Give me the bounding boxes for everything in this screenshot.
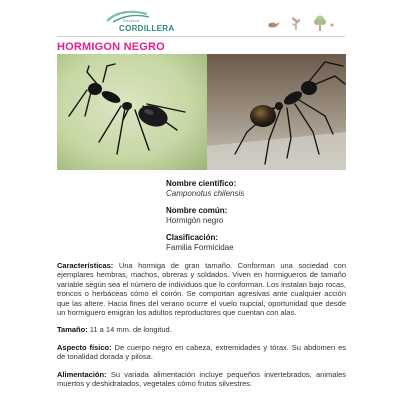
feeding-text: Su variada alimentación incluye pequeños invertebrados, animales muertos y deshidratados, vegetales cómo frutos silvestres. (57, 369, 346, 389)
common-name-value: Hormigón negro (166, 216, 224, 225)
page-header (0, 0, 400, 38)
classification-value: Familia Formicidae (166, 243, 234, 252)
characteristics-text: Una hormiga de gran tamaño. Conforman una sociedad con ejemplares hembras, machos, obreras y soldados. Viven en hormigueros de tamaño variable según sea el número de individuos que lo conforman. Los instalan bajo rocas, troncos o herbáceas cómo el coirón. Se comportan agresivas ante cualquier acción que las altere. Hacia fines del verano ocurre el vuelo nupcial, oportunidad que desde un hormiguero emigran los adultos reproductores que cuentan con alas. (57, 261, 346, 318)
description-body (57, 261, 346, 396)
physical-text: De cuerpo negro en cabeza, extremidades y tórax. Su abdomen es de tonalidad dorada y pilosa. (57, 342, 346, 362)
bird-icon (268, 22, 280, 28)
header-divider (57, 36, 345, 37)
page-title: HORMIGON NEGRO (57, 41, 165, 53)
reserva-cordillera-logo (103, 9, 181, 35)
ant-right-image (207, 54, 346, 170)
size-paragraph (57, 325, 346, 334)
characteristics-label: Características: (57, 261, 114, 270)
feeding-label: Alimentación: (57, 369, 107, 379)
plant-icon (292, 17, 300, 30)
species-info (166, 179, 346, 253)
tree-icon (314, 16, 334, 32)
ant-photo-right (207, 54, 346, 170)
physical-paragraph (57, 343, 346, 362)
ant-photo-left (57, 54, 207, 170)
characteristics-paragraph (57, 261, 346, 317)
logo-small-text: Reserva (123, 18, 140, 23)
logo-text: CORDILLERA (119, 24, 175, 33)
header-icons (262, 14, 342, 32)
size-text: 11 a 14 mm. de longitud. (87, 325, 172, 335)
logo-swoosh-icon (103, 9, 181, 23)
common-name-label: Nombre común: (166, 206, 228, 215)
scientific-name-label: Nombre científico: (166, 179, 237, 188)
classification-label: Clasificación: (166, 233, 219, 242)
physical-label: Aspecto físico: (57, 342, 112, 352)
scientific-name-value: Camponotus chilensis (166, 189, 245, 198)
size-label: Tamaño: (57, 325, 88, 335)
ant-left-image (57, 54, 207, 170)
feeding-paragraph (57, 370, 346, 389)
